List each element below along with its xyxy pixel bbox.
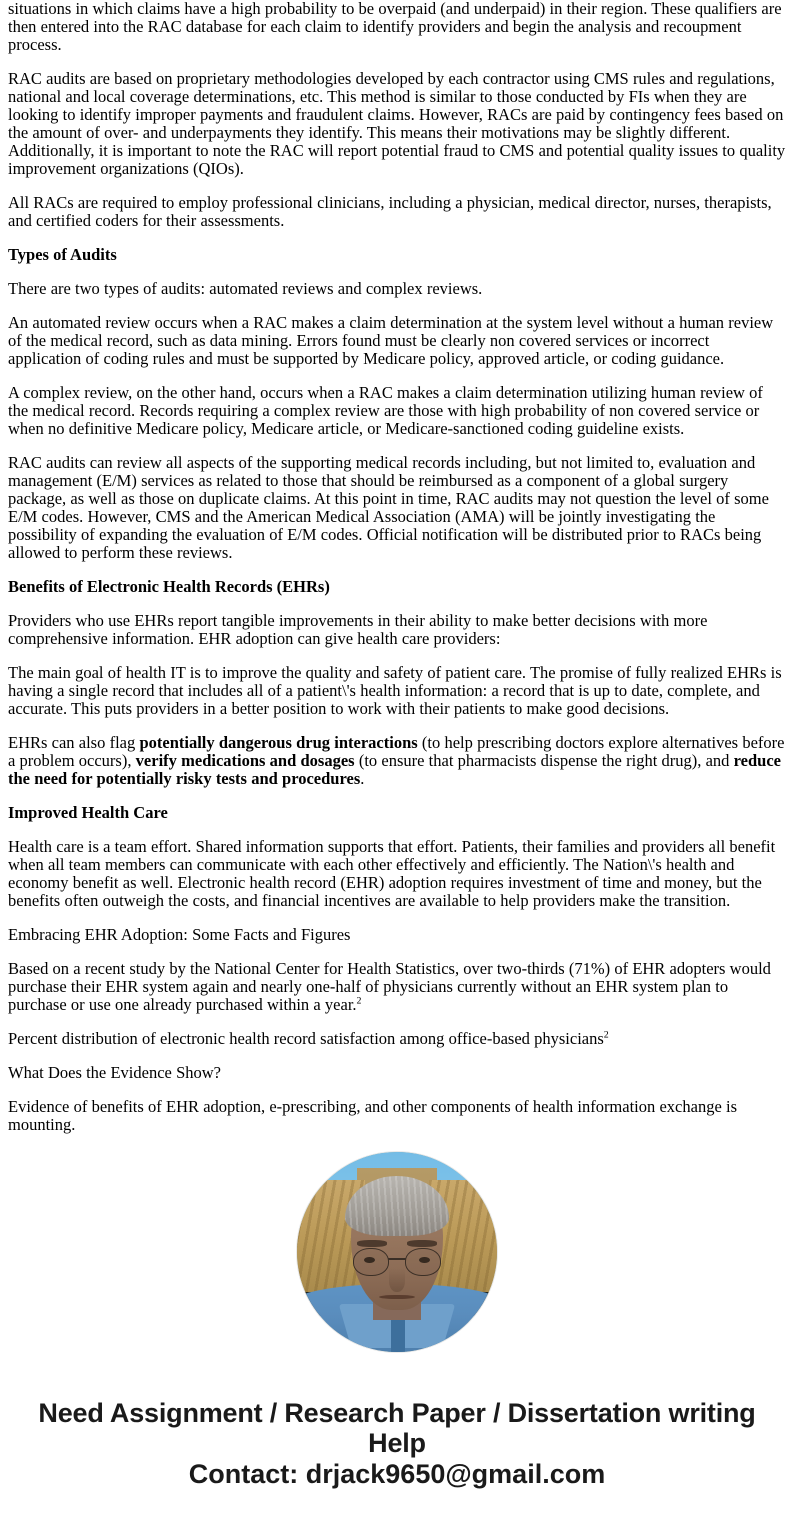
p-automated-review: An automated review occurs when a RAC makes a claim determination at the system level without a human review of the medical record, such as data mining. Errors found must be clearly non covered services or incorrect application of coding rules and must be supported by Medicare policy, approved article, or coding guidance.: [8, 313, 774, 368]
p-ncsh-study: [8, 960, 786, 1014]
p-embracing-ehr: Embracing EHR Adoption: Some Facts and Figures: [8, 925, 351, 944]
avatar-tie: [391, 1320, 405, 1352]
emphasis-run: reduce the need for potentially risky tests and procedures: [8, 751, 781, 788]
footnote-marker: 2: [603, 1029, 609, 1041]
text-run: EHRs can also flag: [8, 733, 140, 752]
avatar-eyeglass-lens-left: [353, 1248, 389, 1276]
avatar-eyebrow-left: [357, 1240, 387, 1247]
avatar-eyeglass-bridge: [388, 1258, 406, 1260]
text-run: (to ensure that pharmacists dispense the right drug), and: [354, 751, 734, 770]
promo-contact: Contact: drjack9650@gmail.com: [188, 1459, 606, 1489]
emphasis-run: verify medications and dosages: [135, 751, 355, 770]
p-team-effort: Health care is a team effort. Shared information supports that effort. Patients, their families and providers all benefit when all team members can communicate with each other effectively and efficiently. The Nation\'s health and economy benefit as well. Electronic health record (EHR) adoption requires investment of time and money, but the benefits often outweigh the costs, and financial incentives are available to help providers make the transition.: [8, 837, 776, 910]
p-health-it-goal: The main goal of health IT is to improve the quality and safety of patient care. The promise of fully realized EHRs is having a single record that includes all of a patient\'s health information: a record that is up to date, complete, and accurate. This puts providers in a better position to work with their patients to make good decisions.: [8, 663, 782, 718]
p-rac-scope: RAC audits can review all aspects of the supporting medical records including, but not limited to, evaluation and management (E/M) services as related to those that should be reimbursed as a component of a global surgery package, as well as those on duplicate claims. At this point in time, RAC audits may not question the level of some E/M codes. However, CMS and the American Medical Association (AMA) will be jointly investigating the possibility of expanding the evaluation of E/M codes. Official notification will be distributed prior to RACs being allowed to perform these reviews.: [8, 453, 769, 562]
footnote-marker: 2: [356, 995, 362, 1007]
author-avatar-block: [0, 1152, 794, 1352]
text-run: (to help prescribing doctors explore alternatives before a problem occurs),: [8, 733, 785, 770]
p-evidence-mounting: Evidence of benefits of EHR adoption, e-prescribing, and other components of health information exchange is mounting.: [8, 1097, 738, 1134]
p-two-types: There are two types of audits: automated reviews and complex reviews.: [8, 279, 483, 298]
p-complex-review: A complex review, on the other hand, occurs when a RAC makes a claim determination utilizing human review of the medical record. Records requiring a complex review are those with high probability of non covered service or when no definitive Medicare policy, Medicare article, or Medicare-sanctioned coding guideline exists.: [8, 383, 763, 438]
avatar-eyeglass-lens-right: [405, 1248, 441, 1276]
p-providers-ehr: Providers who use EHRs report tangible improvements in their ability to make better decisions with more comprehensive information. EHR adoption can give health care providers:: [8, 611, 708, 648]
promo-headline: Need Assignment / Research Paper / Dissertation writing Help: [38, 1398, 756, 1458]
promo-footer: [0, 1398, 794, 1489]
p-what-evidence: What Does the Evidence Show?: [8, 1063, 221, 1082]
h-improved-health-care: Improved Health Care: [8, 803, 168, 822]
avatar: [297, 1152, 497, 1352]
avatar-eyebrow-right: [407, 1240, 437, 1247]
text-run: Based on a recent study by the National Center for Health Statistics, over two-thirds (71%) of EHR adopters would purchase their EHR system again and nearly one-half of physicians currently without an EHR system plan to purchase or use one already purchased within a year.: [8, 959, 771, 1014]
p-rac-clinicians: All RACs are required to employ professional clinicians, including a physician, medical director, nurses, therapists, and certified coders for their assessments.: [8, 193, 772, 230]
p-ehr-flags: [8, 734, 786, 788]
p-rac-methodologies: RAC audits are based on proprietary methodologies developed by each contractor using CMS rules and regulations, national and local coverage determinations, etc. This method is similar to those conducted by FIs when they are looking to identify improper payments and fraudulent claims. However, RACs are paid by contingency fees based on the amount of over- and underpayments they identify. This means their motivations may be slightly different. Additionally, it is important to note the RAC will report potential fraud to CMS and potential quality issues to quality improvement organizations (QIOs).: [8, 69, 786, 178]
text-run: .: [360, 769, 365, 788]
text-run: Percent distribution of electronic health record satisfaction among office-based physicians: [8, 1029, 604, 1048]
avatar-nose: [389, 1268, 405, 1292]
p-rac-qualifiers: situations in which claims have a high probability to be overpaid (and underpaid) in their region. These qualifiers are then entered into the RAC database for each claim to identify providers and begin the analysis and recoupment process.: [8, 0, 782, 54]
h-types-of-audits: Types of Audits: [8, 245, 117, 264]
h-benefits-ehr: Benefits of Electronic Health Records (EHRs): [8, 577, 330, 596]
emphasis-run: potentially dangerous drug interactions: [139, 733, 418, 752]
p-percent-distribution: [8, 1030, 786, 1048]
